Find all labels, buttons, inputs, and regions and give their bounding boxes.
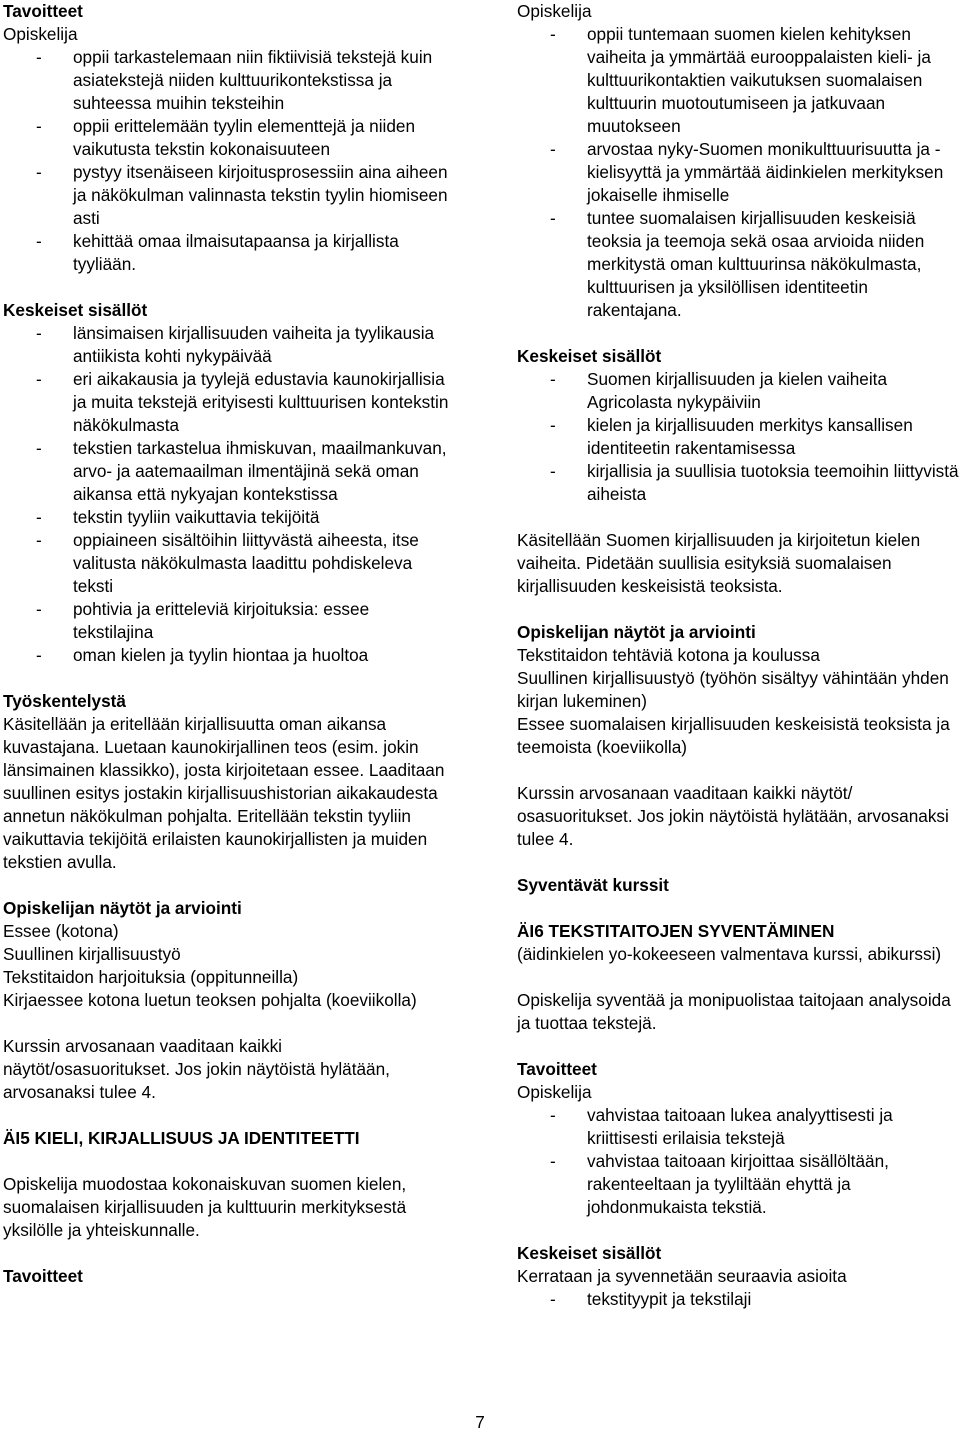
subject-label: Opiskelija [517, 1, 592, 21]
list-item: - pohtivia ja eritteleviä kirjoituksia: essee tekstilajina [3, 598, 453, 644]
section-heading-tavoitteet: Tavoitteet [3, 1, 83, 21]
section-heading-keskeiset: Keskeiset sisällöt [3, 300, 148, 320]
assessment-line: Kirjaessee kotona luetun teoksen pohjalta (koeviikolla) [3, 990, 417, 1010]
paragraph: Käsitellään ja eritellään kirjallisuutta oman aikansa kuvastajana. Luetaan kaunokirjallinen teos (esim. jokin länsimainen klassikko), josta kirjoitetaan essee. Laaditaan suullinen esitys jostakin kirjallisuushistorian aikakaudesta annetun näkökulman pohjalta. Eritellään tekstin tyyliin vaikuttavia tekijöitä erilaisten kaunokirjallisten ja muiden tekstien avulla. [3, 714, 445, 872]
contents-list [517, 1288, 960, 1311]
subject-label: Opiskelija [3, 24, 78, 44]
section-heading-naytot: Opiskelijan näytöt ja arviointi [517, 622, 756, 642]
course-description: Opiskelija syventää ja monipuolistaa taitojaan analysoida ja tuottaa tekstejä. [517, 990, 951, 1033]
contents-list [517, 368, 960, 506]
assessment-line: Tekstitaidon tehtäviä kotona ja koulussa [517, 645, 820, 665]
section-heading-syventavat: Syventävät kurssit [517, 875, 669, 895]
goals-list [517, 1104, 960, 1219]
course-title: ÄI6 TEKSTITAITOJEN SYVENTÄMINEN [517, 921, 835, 941]
list-item: - oppii tarkastelemaan niin fiktiivisiä tekstejä kuin asiatekstejä niiden kulttuurikontekstissa ja suhteessa muihin teksteihin [3, 46, 453, 115]
list-item: - vahvistaa taitoaan kirjoittaa sisällöltään, rakenteeltaan ja tyyliltään ehyttä ja johdonmukaista tekstiä. [517, 1150, 960, 1219]
list-item: - vahvistaa taitoaan lukea analyyttisesti ja kriittisesti erilaisia tekstejä [517, 1104, 960, 1150]
list-item: - tekstityypit ja tekstilaji [517, 1288, 960, 1311]
list-item: - länsimaisen kirjallisuuden vaiheita ja tyylikausia antiikista kohti nykypäivää [3, 322, 453, 368]
section-heading-tavoitteet: Tavoitteet [517, 1059, 597, 1079]
assessment-line: Suullinen kirjallisuustyö (työhön sisältyy vähintään yhden kirjan lukeminen) [517, 668, 949, 711]
list-item: - tuntee suomalaisen kirjallisuuden keskeisiä teoksia ja teemoja sekä osaa arvioida niiden merkitystä oman kulttuurinsa näkökulmasta, kulttuurisen ja yksilöllisen identiteetin rakentajana. [517, 207, 960, 322]
list-item: - oppii erittelemään tyylin elementtejä ja niiden vaikutusta tekstin kokonaisuuteen [3, 115, 453, 161]
assessment-line: Tekstitaidon harjoituksia (oppitunneilla) [3, 967, 299, 987]
paragraph: Kerrataan ja syvennetään seuraavia asioita [517, 1266, 847, 1286]
assessment-line: Suullinen kirjallisuustyö [3, 944, 181, 964]
list-item: - oppii tuntemaan suomen kielen kehityksen vaiheita ja ymmärtää eurooppalaisten kieli- ja kulttuurikontaktien vaikutuksen suomalaisen kulttuurin muotoutumiseen ja jatkuvaan muutokseen [517, 23, 960, 138]
list-item: - kehittää omaa ilmaisutapaansa ja kirjallista tyyliään. [3, 230, 453, 276]
left-column [3, 0, 453, 1288]
goals-list [517, 23, 960, 322]
section-heading-naytot: Opiskelijan näytöt ja arviointi [3, 898, 242, 918]
course-description: Opiskelija muodostaa kokonaiskuvan suomen kielen, suomalaisen kirjallisuuden ja kulttuurin merkityksestä yksilölle ja yhteiskunnalle. [3, 1174, 407, 1240]
assessment-line: Essee suomalaisen kirjallisuuden keskeisistä teoksista ja teemoista (koeviikolla) [517, 714, 950, 757]
assessment-line: Essee (kotona) [3, 921, 119, 941]
list-item: - oppiaineen sisältöihin liittyvästä aiheesta, itse valitusta näkökulmasta laadittu pohdiskeleva teksti [3, 529, 453, 598]
course-subtitle: (äidinkielen yo-kokeeseen valmentava kurssi, abikurssi) [517, 944, 942, 964]
goals-list [3, 46, 453, 276]
section-heading-tyoskentelysta: Työskentelystä [3, 691, 126, 711]
list-item: - pystyy itsenäiseen kirjoitusprosessiin aina aiheen ja näkökulman valinnasta tekstin tyylin hiomiseen asti [3, 161, 453, 230]
list-item: - tekstien tarkastelua ihmiskuvan, maailmankuvan, arvo- ja aatemaailman ilmentäjinä sekä oman aikansa että nykyajan kontekstissa [3, 437, 453, 506]
course-title: ÄI5 KIELI, KIRJALLISUUS JA IDENTITEETTI [3, 1128, 360, 1148]
section-heading-keskeiset: Keskeiset sisällöt [517, 1243, 662, 1263]
list-item: - oman kielen ja tyylin hiontaa ja huoltoa [3, 644, 453, 667]
section-heading-tavoitteet: Tavoitteet [3, 1266, 83, 1286]
subject-label: Opiskelija [517, 1082, 592, 1102]
paragraph: Käsitellään Suomen kirjallisuuden ja kirjoitetun kielen vaiheita. Pidetään suullisia esityksiä suomalaisen kirjallisuuden keskeisistä teoksista. [517, 530, 921, 596]
list-item: - tekstin tyyliin vaikuttavia tekijöitä [3, 506, 453, 529]
page-number: 7 [475, 1412, 485, 1432]
grade-paragraph: Kurssin arvosanaan vaaditaan kaikki näytöt/ osasuoritukset. Jos jokin näytöistä hylätään, arvosanaksi tulee 4. [517, 783, 949, 849]
section-heading-keskeiset: Keskeiset sisällöt [517, 346, 662, 366]
list-item: - Suomen kirjallisuuden ja kielen vaiheita Agricolasta nykypäiviin [517, 368, 960, 414]
list-item: - arvostaa nyky-Suomen monikulttuurisuutta ja -kielisyyttä ja ymmärtää äidinkielen merkityksen jokaiselle ihmiselle [517, 138, 960, 207]
list-item: - eri aikakausia ja tyylejä edustavia kaunokirjallisia ja muita tekstejä erityisesti kulttuurisen kontekstin näkökulmasta [3, 368, 453, 437]
right-column [517, 0, 960, 1311]
list-item: - kielen ja kirjallisuuden merkitys kansallisen identiteetin rakentamisessa [517, 414, 960, 460]
contents-list [3, 322, 453, 667]
grade-paragraph: Kurssin arvosanaan vaaditaan kaikki näytöt/osasuoritukset. Jos jokin näytöistä hylätään, arvosanaksi tulee 4. [3, 1036, 390, 1102]
list-item: - kirjallisia ja suullisia tuotoksia teemoihin liittyvistä aiheista [517, 460, 960, 506]
